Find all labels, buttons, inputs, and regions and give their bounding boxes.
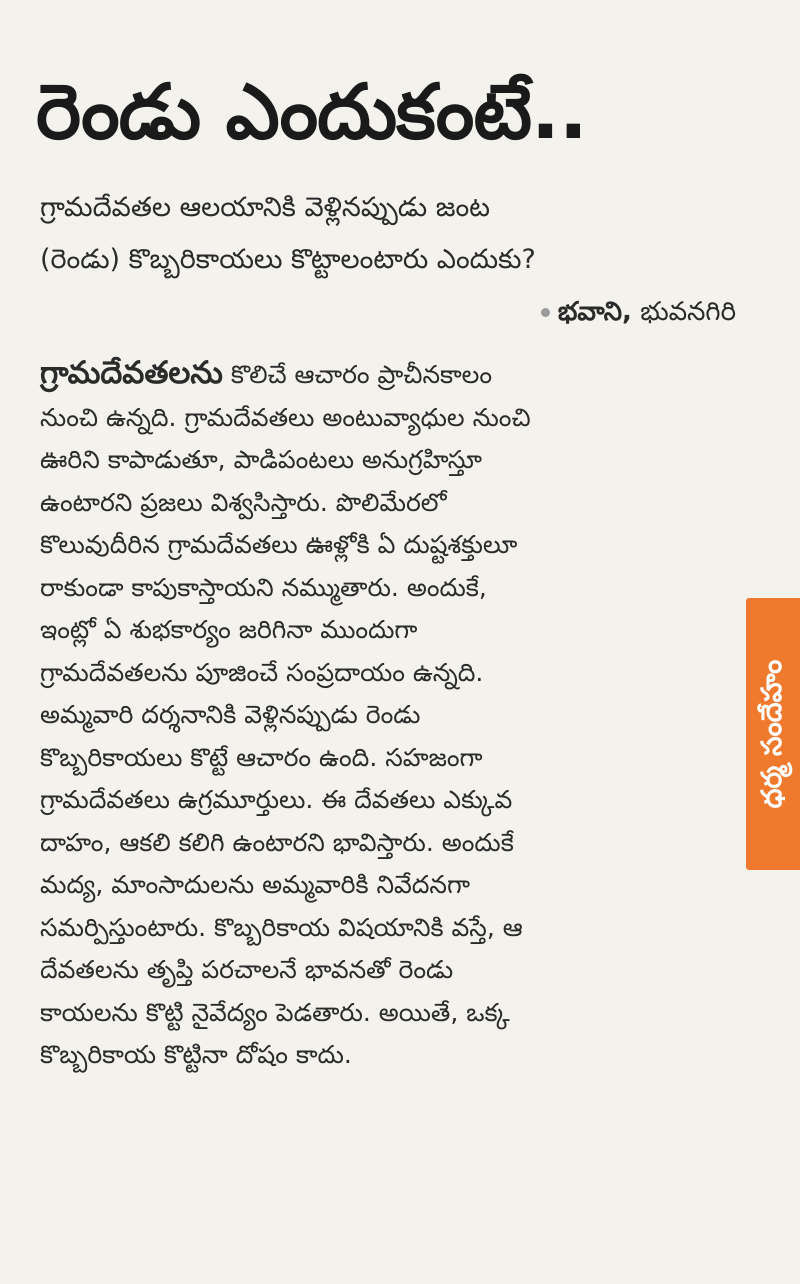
answer-line: గ్రామదేవతలను పూజించే సంప్రదాయం ఉన్నది. [40, 657, 484, 687]
answer-body [40, 352, 730, 1077]
answer-first-line-rest: కొలిచే ఆచారం ప్రాచీనకాలం [222, 360, 493, 389]
question-line: గ్రామదేవతల ఆలయానికి వెళ్లినప్పుడు జంట [40, 192, 490, 223]
section-tab [746, 598, 800, 870]
answer-lead: గ్రామదేవతలను [40, 355, 223, 391]
reader-question [40, 182, 740, 286]
answer-line: దాహం, ఆకలి కలిగి ఉంటారని భావిస్తారు. అందుకే [40, 827, 514, 857]
answer-line: కొబ్బరికాయ కొట్టినా దోషం కాదు. [40, 1040, 352, 1069]
byline-name: భవాని, [557, 297, 632, 327]
answer-line: కొబ్బరికాయలు కొట్టే ఆచారం ఉంది. సహజంగా [40, 742, 483, 772]
answer-line: కాయలను కొట్టి నైవేద్యం పెడతారు. అయితే, ఒక్క [40, 997, 510, 1027]
answer-line [40, 352, 730, 397]
answer-line: దేవతలను తృప్తి పరచాలనే భావనతో రెండు [40, 955, 454, 984]
question-line: (రెండు) కొబ్బరికాయలు కొట్టాలంటారు ఎందుకు? [40, 244, 536, 275]
answer-line: రాకుండా కాపుకాస్తాయని నమ్ముతారు. అందుకే, [40, 572, 487, 602]
answer-line: సమర్పిస్తుంటారు. కొబ్బరికాయ విషయానికి వస్తే, ఆ [40, 912, 523, 942]
answer-line: మద్య, మాంసాదులను అమ్మవారికి నివేదనగా [40, 870, 470, 899]
headline: రెండు ఎందుకంటే.. [36, 67, 587, 156]
answer-line: ఊరిని కాపాడుతూ, పాడిపంటలు అనుగ్రహిస్తూ [40, 445, 482, 474]
bullet-icon [541, 308, 550, 317]
answer-line: ఉంటారని ప్రజలు విశ్వసిస్తారు. పొలిమేరలో [40, 487, 447, 517]
answer-line: నుంచి ఉన్నది. గ్రామదేవతలు అంటువ్యాధుల నుంచి [40, 402, 531, 432]
byline-place: భువనగిరి [640, 297, 736, 327]
answer-line: అమ్మవారి దర్శనానికి వెళ్లినప్పుడు రెండు [40, 700, 421, 729]
answer-line: గ్రామదేవతలు ఉగ్రమూర్తులు. ఈ దేవతలు ఎక్కువ [40, 785, 513, 814]
answer-line: కొలువుదీరిన గ్రామదేవతలు ఊళ్లోకి ఏ దుష్టశక్తులూ [40, 530, 518, 559]
section-tab-label: ధర్మ సందేహం [755, 659, 788, 809]
answer-line: ఇంట్లో ఏ శుభకార్యం జరిగినా ముందుగా [40, 615, 418, 644]
byline [541, 292, 736, 332]
